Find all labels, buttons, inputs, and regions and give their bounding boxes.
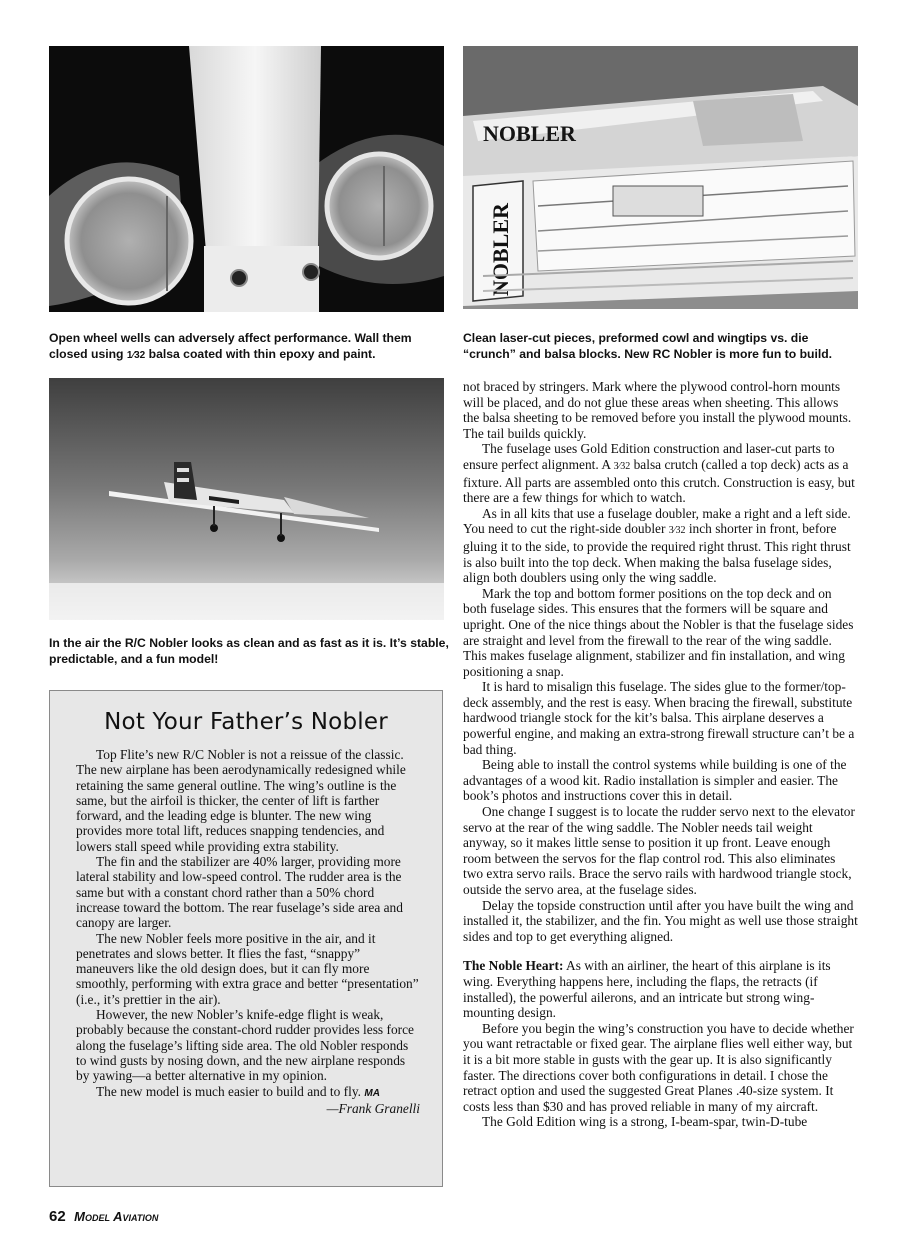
page-number: 62 [49,1208,66,1225]
sidebar-box [49,690,443,1187]
sidebar-body [76,747,420,1116]
article-paragraph: The Gold Edition wing is a strong, I-beam-spar, twin-D-tube [482,1114,808,1130]
box-lid-label: NOBLER [483,121,576,146]
closing-text: The new model is much easier to build and to fly. [96,1083,362,1099]
article-paragraph [463,958,858,1020]
article-paragraph: It is hard to misalign this fuselage. The sides glue to the former/top-deck assembly, and the rest is easy. When bracing the firewall, substitute hardwood triangle stock for the kit’s balsa. This airplane deserves a powerful engine, and making an extra-strong firewall structure can’t be a bad thing. [463,679,855,757]
text: The fuselage uses Gold Edition construction and laser-cut parts to ensure perfect alignment. A [463,441,835,472]
article-paragraph: Delay the topside construction until after you have built the wing and installed it, the stabilizer, and the fin. You might as well use those straight sides and top to get everything aligned. [463,897,858,944]
kit-box-caption: Clean laser-cut pieces, preformed cowl and wingtips vs. die “crunch” and balsa blocks. New RC Nobler is more fun to build. [463,331,833,361]
wheel-wells-caption [49,331,449,363]
in-flight-photo [49,378,444,620]
text: balsa crutch (called a top deck) acts as a fixture. All parts are assembled onto this crutch. Construction is easy, but there are a few things for which to watch. [463,456,855,506]
caption-text: Open wheel wells can adversely affect performance. Wall them closed using [49,331,412,361]
sidebar-title: Not Your Father’s Nobler [104,709,388,735]
magazine-name: Model Aviation [74,1209,159,1224]
article-paragraph: Before you begin the wing’s construction you have to decide whether you want retractable or fixed gear. The airplane flies well either way, but it is a bit more stable in gusts with the gear up. It is also significantly faster. The directions cover both configurations in detail. I chose the retract option and used the suggested Great Planes .40-size system. It costs less than $30 and has proved reliable in many of my aircraft. [463,1020,854,1114]
section-heading: The Noble Heart: [463,958,564,974]
fraction: 3⁄32 [613,460,631,472]
article-paragraph: Being able to install the control systems while building is one of the advantages of a wood kit. Radio installation is simpler and easier. The book’s photos and instructions cover this in detail. [463,757,847,804]
in-flight-caption: In the air the R/C Nobler looks as clean and as fast as it is. It’s stable, predictable, and a fun model! [49,636,449,666]
text: As in all kits that use a fuselage doubler, make a right and a left side. You need to cut the right-side doubler [463,505,851,537]
text: As with an airliner, the heart of this airplane is its wing. Everything happens here, including the flaps, the retracts (if installed), the powerful ailerons, and an intricate but strong wing-mounting design. [463,958,831,1021]
signature: —Frank Granelli [326,1100,420,1116]
text: inch shorter in front, before gluing it to the side, to provide the required right thrust. This right thrust is also built into the top deck. When making the balsa fuselage sides, align both doublers using only the wing saddle. [463,521,851,586]
sidebar-paragraph: The fin and the stabilizer are 40% larger, providing more lateral stability and low-speed control. The rudder area is the same but with a constant chord rather than a 50% chord increase toward the bottom. The rear fuselage’s side area and canopy are larger. [76,854,403,931]
caption-text: balsa coated with thin epoxy and paint. [145,346,376,361]
article-paragraph [463,506,858,586]
sidebar-paragraph: Top Flite’s new R/C Nobler is not a reissue of the classic. The new airplane has been aerodynamically redesigned while retaining the same general outline. The wing’s outline is the same, but the airfoil is thicker, the center of lift is farther forward, and the leading edge is blunter. The new wing provides more total lift, reduces snapping tendencies, and lowers stall speed while providing extra stability. [76,747,406,854]
page-footer [49,1208,158,1226]
box-side-label: NOBLER [488,203,513,296]
sidebar-closing [76,1084,420,1101]
fraction: 3⁄32 [668,525,686,537]
article-paragraph: One change I suggest is to locate the rudder servo next to the elevator servo at the rear of the wing saddle. The Nobler needs tail weight anyway, so it makes little sense to position it up front. Leave enough room between the servos for the flap control rod. This also eliminates two extra servo rails. Brace the servo rails with hardwood triangle stock, outside the servo area, at the fuselage sides. [463,804,855,897]
wheel-wells-photo [49,46,444,312]
kit-box-photo [463,46,858,309]
fraction: 1⁄32 [126,349,146,361]
article-column [463,379,858,1130]
article-paragraph: not braced by stringers. Mark where the plywood control-horn mounts will be placed, and do not glue these areas when sheeting. This allows the balsa sheeting to be removed before you install the plywood mounts. The tail builds quickly. [463,379,852,441]
article-paragraph: Mark the top and bottom former positions on the top deck and on both fuselage sides. This ensures that the formers will be square and upright. One of the nice things about the Nobler is that the fuselage sides are straight and level from the firewall to the rear of the wing saddle. This makes fuselage alignment, stabilizer and fin installation, and wing positioning a snap. [463,585,854,679]
article-paragraph [463,441,858,505]
sidebar-paragraph: The new Nobler feels more positive in the air, and it penetrates and slows better. It flies the fast, “snappy” maneuvers like the old design does, but it can fly more smoothly, performing with extra grace and better “presentation” (i.e., it’s prettier in the air). [76,930,419,1007]
sidebar-paragraph: However, the new Nobler’s knife-edge flight is weak, probably because the constant-chord rudder provides less force along the fuselage’s lifting side area. The old Nobler responds to wind gusts by nosing down, and the new airplane responds by yawing—a better alternative in my opinion. [76,1007,414,1084]
end-mark: MA [364,1087,380,1099]
